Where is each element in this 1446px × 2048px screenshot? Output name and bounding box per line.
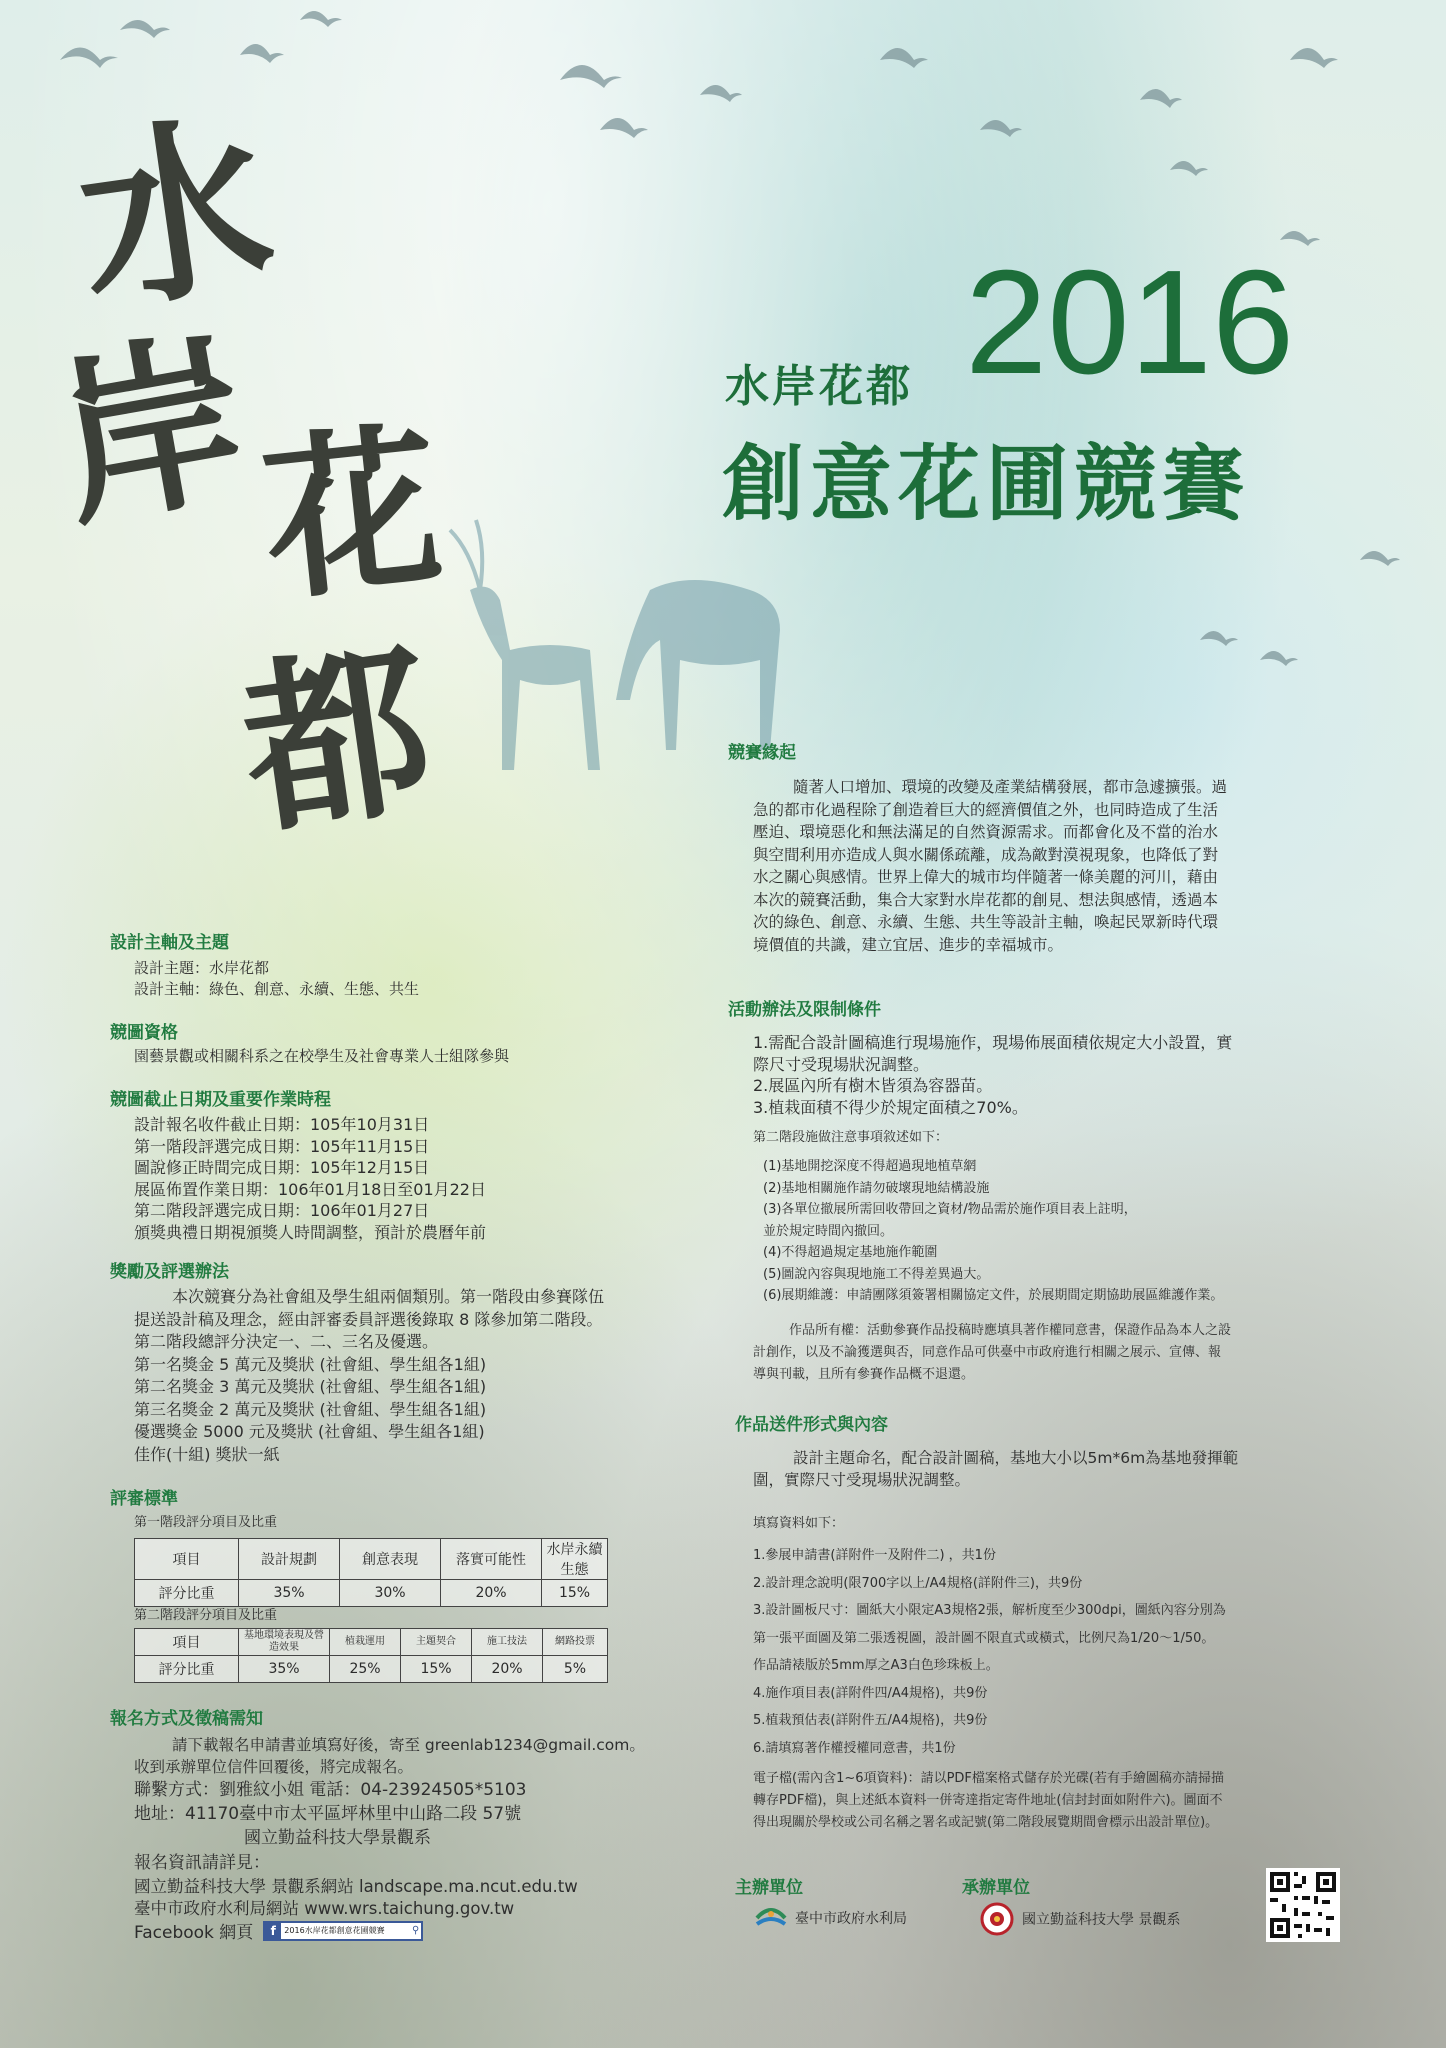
table-cell: 施工技法 [472, 1629, 543, 1656]
list-item: 3.設計圖板尺寸：圖紙大小限定A3規格2張，解析度至少300dpi，圖紙內容分別為 [753, 1603, 1226, 1618]
list-item: 4.施作項目表(詳附件四/A4規格)，共9份 [753, 1685, 988, 1701]
main-title: 創意花圃競賽 [722, 437, 1251, 532]
table-cell: 25% [330, 1656, 401, 1683]
co-organizer-title: 承辦單位 [962, 1878, 1030, 1898]
digital-line: 轉存PDF檔)，與上述紙本資料一併寄達指定寄件地址(信封封面如附件六)。圖面不 [753, 1793, 1223, 1808]
digital-text [753, 1768, 1224, 1834]
table-cell: 5% [543, 1656, 608, 1683]
table-cell: 35% [239, 1656, 330, 1683]
section-title-rules: 活動辦法及限制條件 [728, 1000, 881, 1020]
awards-line: 優選獎金 5000 元及獎狀 (社會組、學生組各1組) [134, 1422, 485, 1441]
table-row [135, 1629, 608, 1656]
calligraphy-char: 岸 [42, 306, 263, 554]
facebook-row [134, 1918, 423, 1943]
registration-line: 收到承辦單位信件回覆後，將完成報名。 [134, 1758, 414, 1776]
list-item: 1.參展申請書(詳附件一及附件二) ，共1份 [753, 1548, 996, 1563]
schedule-text [134, 1114, 486, 1243]
table-cell: 15% [401, 1656, 472, 1683]
submission-list [753, 1542, 1226, 1762]
schedule-line: 設計報名收件截止日期：105年10月31日 [134, 1115, 430, 1134]
awards-line: 第三名獎金 2 萬元及獎狀 (社會組、學生組各1組) [134, 1399, 487, 1419]
address-line: 國立勤益科技大學景觀系 [244, 1828, 431, 1848]
table-cell: 35% [239, 1580, 340, 1607]
table-cell: 評分比重 [135, 1580, 239, 1607]
co-organizer [980, 1902, 1180, 1936]
facebook-label: Facebook 網頁 [134, 1923, 254, 1943]
awards-line: 提送設計稿及理念，經由評審委員評選後錄取 8 隊參加第二階段。 [134, 1309, 603, 1329]
table-cell: 項目 [135, 1629, 239, 1656]
theme-text [134, 958, 419, 1000]
list-item: 第一張平面圖及第二張透視圖，設計圖不限直式或橫式，比例尺為1/20～1/50。 [753, 1630, 1215, 1646]
website-link[interactable]: 國立勤益科技大學 景觀系網站 landscape.ma.ncut.edu.tw [134, 1877, 578, 1896]
schedule-line: 圖說修正時間完成日期：105年12月15日 [134, 1158, 430, 1177]
origin-line: 與空間利用亦造成人與水關係疏離，成為敵對漠視現象，也降低了對 [753, 845, 1219, 864]
section-title-submission: 作品送件形式與內容 [735, 1415, 888, 1435]
schedule-line: 頒獎典禮日期視頒獎人時間調整，預計於農曆年前 [134, 1222, 487, 1242]
table-cell: 評分比重 [135, 1656, 239, 1683]
host-organizer [755, 1904, 907, 1932]
rules-line: 際尺寸受現場狀況調整。 [753, 1054, 930, 1074]
submission-intro [753, 1447, 1238, 1491]
origin-line: 水之關心與感情。世界上偉大的城市均伴隨著一條美麗的河川，藉由 [753, 868, 1219, 886]
submission-line: 設計主題命名，配合設計圖稿，基地大小以5m*6m為基地發揮範 [793, 1449, 1239, 1467]
stage2-intro: 第二階段施做注意事項敘述如下： [753, 1130, 949, 1145]
origin-line: 次的綠色、創意、永續、生態、共生等設計主軸，喚起民眾新時代環 [753, 913, 1219, 931]
schedule-line: 展區佈置作業日期：106年01月18日至01月22日 [134, 1179, 486, 1199]
section-title-theme: 設計主軸及主題 [110, 933, 229, 953]
origin-line: 急的都市化過程除了創造着巨大的經濟價值之外，也同時造成了生活 [753, 800, 1219, 819]
copyright-line: 作品所有權：活動參賽作品投稿時應填具著作權同意書，保證作品為本人之設 [789, 1323, 1232, 1338]
digital-line: 電子檔(需內含1~6項資料)：請以PDF檔案格式儲存於光碟(若有手繪圖稿亦請掃描 [753, 1771, 1224, 1786]
stage2-score-table [134, 1628, 608, 1683]
awards-line: 第二階段總評分決定一、二、三名及優選。 [134, 1332, 439, 1351]
year-title: 2016 [965, 240, 1295, 405]
section-title-origin: 競賽緣起 [728, 743, 796, 763]
table-cell: 項目 [135, 1539, 239, 1580]
theme-line: 設計主題：水岸花都 [134, 959, 270, 977]
qr-code-icon[interactable] [1266, 1868, 1340, 1942]
table-cell: 20% [472, 1656, 543, 1683]
table-row [135, 1580, 608, 1607]
list-item: 6.請填寫著作權授權同意書，共1份 [753, 1740, 956, 1756]
registration-line: 報名資訊請詳見： [134, 1853, 270, 1873]
schedule-line: 第一階段評選完成日期：105年11月15日 [134, 1136, 430, 1156]
table-cell: 植栽運用 [330, 1629, 401, 1656]
rules-line: 3.植栽面積不得少於規定面積之70%。 [753, 1097, 1028, 1117]
water-bureau-logo-icon [755, 1904, 787, 1932]
list-item: 2.設計理念說明(限700字以上/A4規格(詳附件三)，共9份 [753, 1575, 1083, 1591]
host-name: 臺中市政府水利局 [795, 1911, 907, 1927]
rules-text [753, 1032, 1232, 1118]
table-cell: 創意表現 [340, 1539, 441, 1580]
table-cell: 基地環境表現及營造效果 [239, 1629, 330, 1656]
table-cell: 落實可能性 [441, 1539, 542, 1580]
list-item: (4)不得超過規定基地施作範圍 [763, 1245, 938, 1260]
registration-line: 請下載報名申請書並填寫好後，寄至 greenlab1234@gmail.com。 [172, 1736, 645, 1754]
rules-line: 2.展區內所有樹木皆須為容器苗。 [753, 1076, 993, 1095]
registration-text [134, 1734, 645, 1920]
awards-line: 佳作(十組) 獎狀一紙 [134, 1444, 280, 1464]
calligraphy-char: 花 [254, 403, 451, 626]
theme-line: 設計主軸：綠色、創意、永續、生態、共生 [134, 980, 420, 998]
section-title-schedule: 競圖截止日期及重要作業時程 [110, 1090, 331, 1110]
copyright-line: 計創作，以及不論獲選與否，同意作品可供臺中市政府進行相關之展示、宣傳、報 [753, 1345, 1222, 1360]
origin-line: 壓迫、環境惡化和無法滿足的自然資源需求。而都會化及不當的治水 [753, 823, 1219, 841]
facebook-search-box[interactable] [263, 1921, 423, 1941]
origin-line: 本次的競賽活動，集合大家對水岸花都的創見、想法與感情，透過本 [753, 890, 1219, 909]
address-line: 地址：41170臺中市太平區坪林里中山路二段 57號 [134, 1804, 522, 1824]
copyright-line: 導與刊載，且所有參賽作品概不退還。 [753, 1367, 975, 1382]
small-title: 水岸花都 [725, 361, 913, 412]
origin-text [753, 776, 1227, 956]
website-link[interactable]: 臺中市政府水利局網站 www.wrs.taichung.gov.tw [134, 1899, 515, 1918]
co-organizer-name: 國立勤益科技大學 景觀系 [1022, 1912, 1181, 1928]
calligraphy-char: 都 [230, 619, 445, 861]
list-item: 並於規定時間內撤回。 [763, 1223, 894, 1239]
list-item: 作品請裱版於5mm厚之A3白色珍珠板上。 [753, 1658, 999, 1673]
table-cell: 設計規劃 [239, 1539, 340, 1580]
facebook-icon: f [265, 1923, 281, 1939]
list-item: (6)展期維護：申請團隊須簽署相關協定文件，於展期間定期協助展區維護作業。 [763, 1288, 1224, 1303]
list-item: (2)基地相關施作請勿破壞現地結構設施 [763, 1180, 990, 1196]
stage1-score-table [134, 1538, 608, 1607]
origin-line: 境價值的共識，建立宜居、進步的幸福城市。 [753, 935, 1064, 954]
rules-line: 1.需配合設計圖稿進行現場施作，現場佈展面積依規定大小設置，實 [753, 1033, 1233, 1052]
section-title-criteria: 評審標準 [110, 1489, 178, 1509]
digital-line: 得出現關於學校或公司名稱之署名或記號(第二階段展覽期間會標示出設計單位)。 [753, 1815, 1219, 1830]
table-cell: 主題契合 [401, 1629, 472, 1656]
table-cell: 網路投票 [543, 1629, 608, 1656]
calligraphy-char: 水 [65, 90, 285, 339]
list-item: (1)基地開挖深度不得超過現地植草網 [763, 1159, 977, 1174]
submission-line: 圍，實際尺寸受現場狀況調整。 [753, 1471, 971, 1489]
search-icon: ⚲ [411, 1925, 420, 1936]
awards-line: 本次競賽分為社會組及學生組兩個類別。第一階段由參賽隊伍 [172, 1287, 605, 1306]
contact-line: 聯繫方式：劉雅紋小姐 電話：04-23924505*5103 [134, 1780, 527, 1800]
stage2-caption: 第二階段評分項目及比重 [134, 1608, 278, 1623]
section-title-awards: 獎勵及評選辦法 [110, 1262, 229, 1282]
section-title-registration: 報名方式及徵稿需知 [110, 1709, 263, 1729]
list-item: (3)各單位撤展所需回收帶回之資材/物品需於施作項目表上註明， [763, 1202, 1137, 1217]
table-row [135, 1539, 608, 1580]
list-item: 5.植栽預估表(詳附件五/A4規格)，共9份 [753, 1713, 988, 1728]
awards-text [134, 1286, 604, 1466]
table-row [135, 1656, 608, 1683]
table-cell: 15% [542, 1580, 608, 1607]
awards-line: 第一名獎金 5 萬元及獎狀 (社會組、學生組各1組) [134, 1354, 487, 1374]
table-cell: 30% [340, 1580, 441, 1607]
awards-line: 第二名獎金 3 萬元及獎狀 (社會組、學生組各1組) [134, 1377, 487, 1396]
stage1-caption: 第一階段評分項目及比重 [134, 1515, 278, 1530]
table-cell: 20% [441, 1580, 542, 1607]
fill-title: 填寫資料如下： [753, 1516, 845, 1531]
origin-line: 隨著人口增加、環境的改變及產業結構發展，都市急遽擴張。過 [793, 778, 1228, 796]
copyright-text [753, 1320, 1231, 1386]
facebook-search-text: 2016水岸花都創意花圃競賽 [284, 1926, 385, 1935]
schedule-line: 第二階段評選完成日期：106年01月27日 [134, 1201, 430, 1220]
stage2-list [763, 1156, 1223, 1307]
section-title-eligibility: 競圖資格 [110, 1023, 178, 1043]
host-title: 主辦單位 [735, 1878, 803, 1898]
ncut-seal-logo-icon [980, 1902, 1014, 1936]
list-item: (5)圖說內容與現地施工不得差異過大。 [763, 1266, 990, 1282]
eligibility-text: 園藝景觀或相關科系之在校學生及社會專業人士組隊參與 [134, 1047, 510, 1065]
table-cell: 水岸永續生態 [542, 1539, 608, 1580]
